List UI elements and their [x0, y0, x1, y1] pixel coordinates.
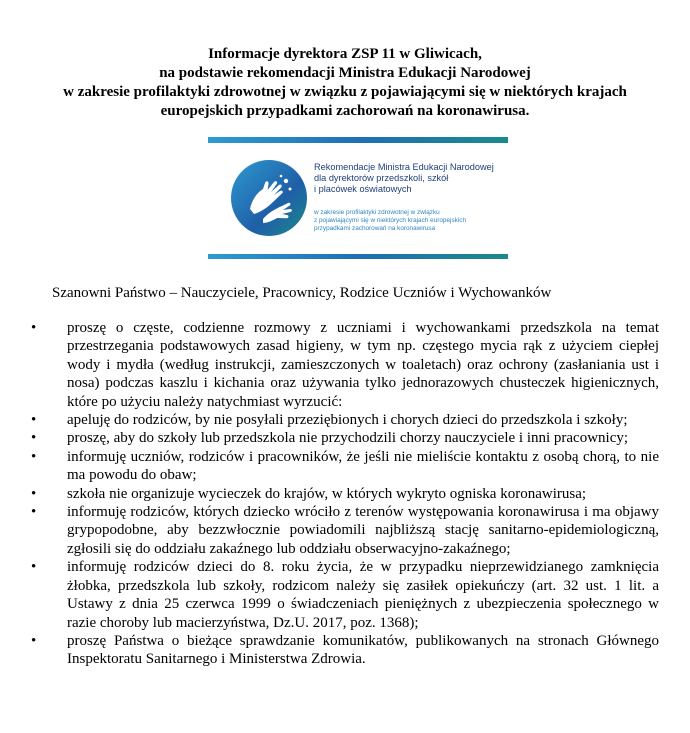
bullet-icon: •: [31, 632, 37, 649]
list-item-text: informuję rodziców, których dziecko wróciło z terenów występowania koronawirusa i ma objawy grypopodobne, aby bezzwłocznie powiadomili najbliższą stację sanitarno-epidemiologiczną, zgłosili się do oddziału zakaźnego lub oddziału obserwacyjno-zakaźnego;: [67, 504, 659, 557]
list-item: [0, 411, 690, 429]
banner-title-line: i placówek oświatowych: [314, 184, 412, 194]
list-item: [0, 429, 690, 447]
title-line: na podstawie rekomendacji Ministra Edukacji Narodowej: [159, 65, 531, 81]
ministry-recommendation-banner: [208, 137, 508, 259]
list-item-text: proszę o częste, codzienne rozmowy z uczniami i wychowankami przedszkola na temat przestrzegania podstawowych zasad higieny, w tym np. częstego mycia rąk z użyciem ciepłej wody i mydła (według instrukcji, zamieszczonych w toaletach) oraz ochrony (zasłaniania ust i nosa) podczas kaszlu i kichania oraz używania tylko jednorazowych chusteczek higienicznych, które po użyciu należy natychmiast wyrzucić:: [67, 320, 659, 410]
list-item-text: proszę Państwa o bieżące sprawdzanie komunikatów, publikowanych na stronach Głównego Inspektoratu Sanitarnego i Ministerstwa Zdrowia.: [67, 632, 659, 668]
banner-subtitle-line: w zakresie profilaktyki zdrowotnej w związku: [314, 209, 440, 216]
bullet-icon: •: [31, 559, 37, 576]
list-item-text: proszę, aby do szkoły lub przedszkola nie przychodzili chorzy nauczyciele i inni pracownicy;: [67, 430, 629, 447]
banner-title: [314, 162, 504, 195]
banner-title-line: dla dyrektorów przedszkoli, szkół: [314, 173, 449, 183]
bullet-icon: •: [31, 485, 37, 502]
bullet-icon: •: [31, 430, 37, 447]
document-title: [0, 45, 690, 121]
bullet-icon: •: [31, 320, 37, 336]
bullet-icon: •: [31, 448, 37, 465]
banner-top-stripe: [208, 137, 508, 143]
bullet-icon: •: [31, 412, 37, 429]
list-item: [0, 632, 690, 669]
list-item: [0, 319, 690, 411]
list-item-text: informuję rodziców dzieci do 8. roku życia, że w przypadku nieprzewidzianego zamknięcia żłobka, przedszkola lub szkoły, rodzicom należy się zasiłek opiekuńczy (art. 32 ust. 1 lit. a Ustawy z dnia 25 czerwca 1999 o świadczeniach pieniężnych z ubezpieczenia społecznego w razie choroby lub macierzyństwa, Dz.U. 2017, poz. 1368);: [67, 559, 659, 631]
title-line: w zakresie profilaktyki zdrowotnej w związku z pojawiającymi się w niektórych krajach: [63, 84, 627, 100]
recommendations-list: [0, 319, 690, 669]
list-item: [0, 485, 690, 503]
title-line: europejskich przypadkami zachorowań na koronawirusa.: [160, 103, 530, 119]
banner-subtitle-line: przypadkami zachorowań na koronawirusa: [314, 225, 436, 232]
list-item-text: informuję uczniów, rodziców i pracowników, że jeśli nie mieliście kontaktu z osobą chorą, to nie ma powodu do obaw;: [67, 448, 659, 484]
banner-title-line: Rekomendacje Ministra Edukacji Narodowej: [314, 162, 494, 172]
title-line: Informacje dyrektora ZSP 11 w Gliwicach,: [208, 46, 482, 62]
bullet-icon: •: [31, 504, 37, 521]
banner-bottom-stripe: [208, 254, 508, 259]
banner-subtitle: [314, 209, 504, 233]
greeting: Szanowni Państwo – Nauczyciele, Pracownicy, Rodzice Uczniów i Wychowanków: [52, 285, 552, 301]
list-item: [0, 448, 690, 485]
list-item: [0, 558, 690, 632]
list-item: [0, 503, 690, 558]
hands-washing-logo-icon: [230, 159, 308, 237]
list-item-text: apeluję do rodziców, by nie posyłali przeziębionych i chorych dzieci do przedszkola i szkoły;: [67, 412, 628, 429]
banner-subtitle-line: z pojawiającymi się w niektórych krajach europejskich: [314, 217, 467, 224]
list-item-text: szkoła nie organizuje wycieczek do krajów, w których wykryto ogniska koronawirusa;: [67, 485, 587, 502]
